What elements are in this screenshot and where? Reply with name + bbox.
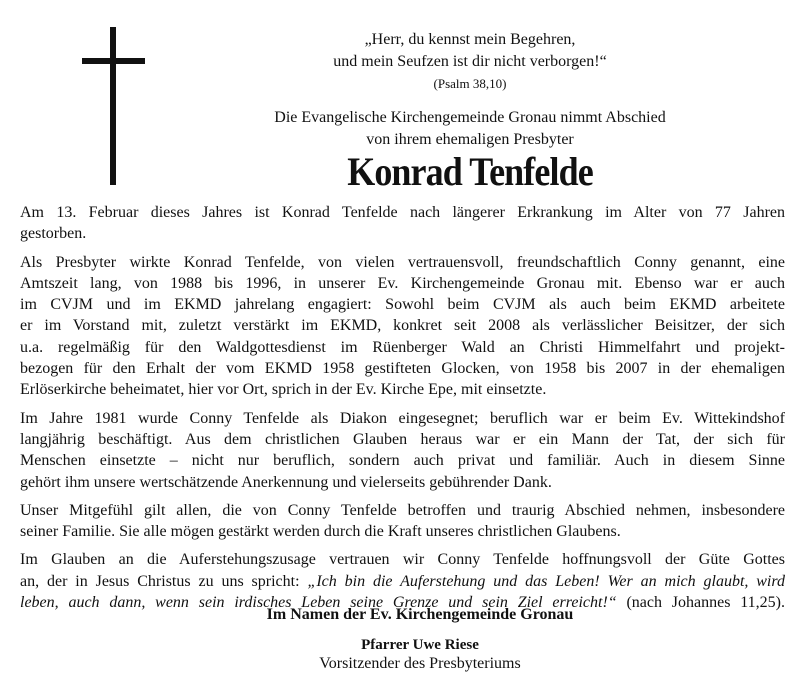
- text-line: seiner Familie. Sie alle mögen gestärkt werden durch die Kraft unseres christlichen Glaubens.: [20, 523, 621, 541]
- deceased-name: Konrad Tenfelde: [347, 149, 593, 194]
- signer-name: Pfarrer Uwe Riese: [361, 637, 479, 653]
- text-line: gehört ihm unsere wertschätzende Anerkennung und vielerseits gebührender Dank.: [20, 473, 552, 491]
- paragraph: [20, 252, 785, 401]
- text-line: er im Vorstand mit, zuletzt verstärkt im EKMD, konkret seit 2008 als verlässlicher Beisitzer, der sich: [20, 317, 785, 335]
- text-line: Im Jahre 1981 wurde Conny Tenfelde als Diakon eingesegnet; beruflich war er beim Ev. Wittekindshof: [20, 409, 785, 427]
- paragraph: [20, 408, 785, 493]
- bible-quote-reference: (Psalm 38,10): [433, 76, 507, 91]
- text-line: Amtszeit lang, von 1988 bis 1996, in unserer Ev. Kirchengemeinde Gronau mit. Ebenso war er auch: [20, 274, 785, 292]
- text-line: Als Presbyter wirkte Konrad Tenfelde, von vielen vertrauensvoll, freundschaftlich Conny genannt, eine: [20, 253, 785, 271]
- text-line: Unser Mitgefühl gilt allen, die von Conny Tenfelde betroffen und traurig Abschied nehmen, insbesondere: [20, 501, 785, 519]
- text-line: Menschen einsetzte – nicht nur beruflich, sondern auch privat und familiär. Auch in diesem Sinne: [20, 452, 785, 470]
- text-line: bezogen für den Erhalt der vom EKMD 1958 gestifteten Glocken, von 1958 bis 2007 in der ehemaligen: [20, 360, 785, 378]
- closing-paragraph: [20, 549, 785, 613]
- intro-line-1: Die Evangelische Kirchengemeinde Gronau nimmt Abschied: [274, 109, 666, 126]
- bible-quote-line-2: und mein Seufzen ist dir nicht verborgen!“: [333, 53, 607, 70]
- text-line: im CVJM und im EKMD jahrelang engagiert: Sowohl beim CVJM als auch beim EKMD arbeitete: [20, 296, 785, 314]
- text-line: langjährig beschäftigt. Aus dem christlichen Glauben heraus war er ein Mann der Tat, der sich für: [20, 430, 785, 448]
- scripture-quote: „Ich bin die Auferstehung und das Leben! Wer an mich glaubt, wird: [307, 572, 786, 590]
- scripture-quote: leben, auch dann, wenn sein irdisches Leben seine Grenze und sein Ziel erreicht!“: [20, 594, 617, 612]
- signer-role: Vorsitzender des Presbyteriums: [319, 655, 521, 672]
- intro-line-2: von ihrem ehemaligen Presbyter: [366, 131, 574, 148]
- text-line: Im Glauben an die Auferstehungszusage vertrauen wir Conny Tenfelde hoffnungsvoll der Güte Gottes: [20, 551, 785, 569]
- behalf-line: Im Namen der Ev. Kirchengemeinde Gronau: [266, 606, 574, 623]
- text-line: u.a. regelmäßig für den Waldgottesdienst im Rüenberger Wald an Christi Himmelfahrt und projekt-: [20, 338, 785, 356]
- scripture-reference: (nach Johannes 11,25).: [616, 594, 786, 612]
- cross-horizontal-bar: [82, 58, 145, 64]
- bible-quote-line-1: „Herr, du kennst mein Begehren,: [364, 31, 576, 48]
- paragraph: [20, 500, 785, 543]
- text-line: gestorben.: [20, 225, 87, 243]
- paragraph: [20, 202, 785, 245]
- text-plain: an, der in Jesus Christus zu uns spricht:: [20, 572, 308, 590]
- text-line: Erlöserkirche beheimatet, hier vor Ort, sprich in der Ev. Kirche Epe, mit einsetzte.: [20, 381, 547, 399]
- cross-vertical-bar: [110, 27, 116, 185]
- obituary-body: [20, 202, 785, 620]
- text-line: Am 13. Februar dieses Jahres ist Konrad Tenfelde nach längerer Erkrankung im Alter von 77 Jahren: [20, 204, 785, 221]
- text-line: [20, 571, 785, 592]
